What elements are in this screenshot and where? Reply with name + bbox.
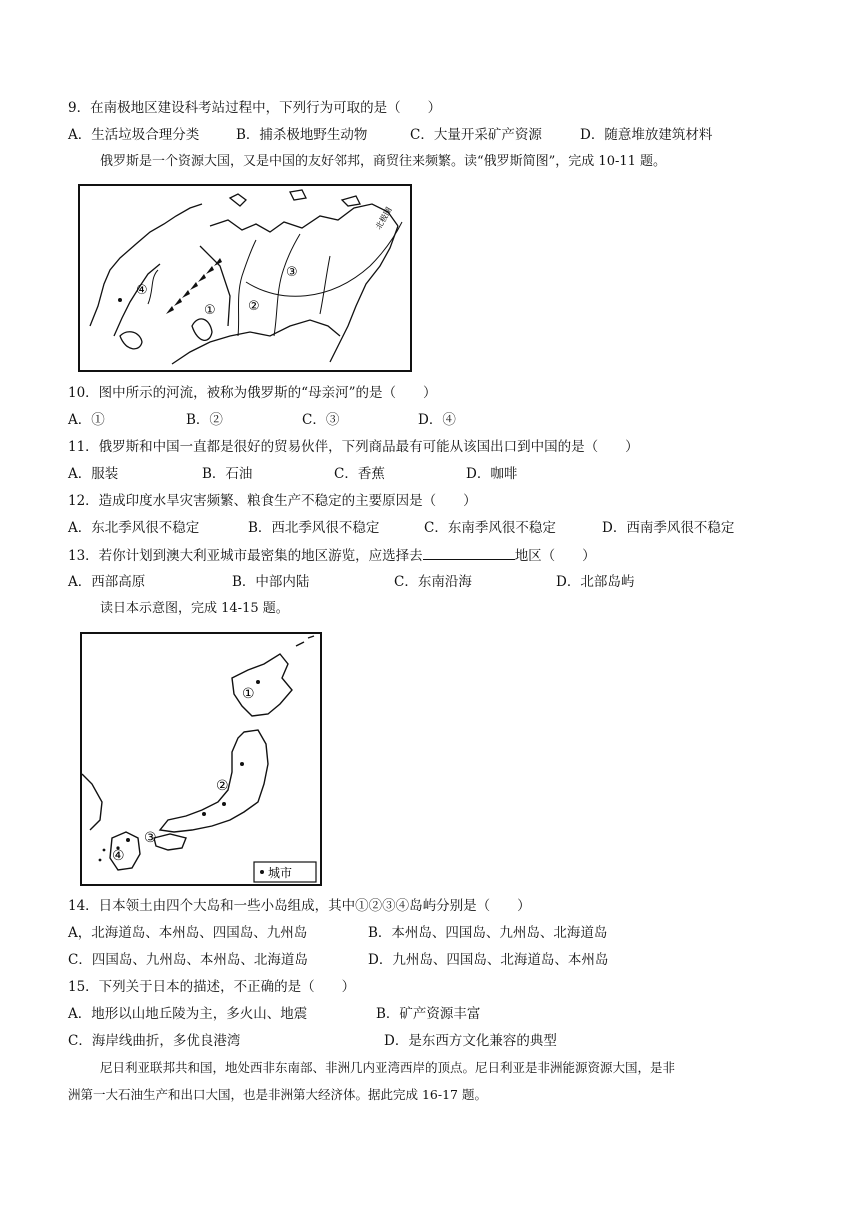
- russia-label-2: ②: [248, 299, 260, 314]
- question-11-stem: 11．俄罗斯和中国一直都是很好的贸易伙伴，下列商品最有可能从该国出口到中国的是（ ）: [68, 439, 639, 455]
- japan-legend-label: 城市: [268, 866, 293, 880]
- russia-label-1: ①: [204, 303, 216, 318]
- q14-option-b: B．本州岛、四国岛、九州岛、北海道岛: [368, 925, 608, 941]
- question-10-stem: 10．图中所示的河流，被称为俄罗斯的“母亲河”的是（ ）: [68, 385, 437, 401]
- q13-option-b: B．中部内陆: [232, 574, 310, 590]
- q15-option-c: C．海岸线曲折，多优良港湾: [68, 1033, 241, 1049]
- question-9-stem: 9．在南极地区建设科考站过程中，下列行为可取的是（ ）: [68, 100, 442, 116]
- q10-option-b: B．②: [186, 412, 223, 428]
- nigeria-intro-line2: 洲第一大石油生产和出口大国，也是非洲第大经济体。据此完成 16-17 题。: [68, 1087, 487, 1102]
- q15-option-d: D．是东西方文化兼容的典型: [384, 1033, 557, 1049]
- q9-option-d: D．随意堆放建筑材料: [580, 127, 713, 143]
- nigeria-intro-line1: 尼日利亚联邦共和国，地处西非东南部、非洲几内亚湾西岸的顶点。尼日利亚是非洲能源资源大国，是非: [100, 1060, 676, 1075]
- question-13-stem: [68, 546, 596, 565]
- q14-option-c: C．四国岛、九州岛、本州岛、北海道岛: [68, 952, 308, 968]
- russia-label-4: ④: [136, 283, 148, 298]
- japan-map: [80, 632, 322, 886]
- q11-option-b: B．石油: [202, 466, 253, 482]
- q13-answer-blank: [423, 546, 515, 560]
- q12-option-a: A．东北季风很不稳定: [68, 520, 200, 536]
- q14-option-a: A，北海道岛、本州岛、四国岛、九州岛: [68, 925, 308, 941]
- q15-option-a: A．地形以山地丘陵为主，多火山、地震: [68, 1006, 308, 1022]
- q11-option-a: A．服装: [68, 466, 119, 482]
- q10-option-c: C．③: [302, 412, 340, 428]
- q12-option-c: C．东南季风很不稳定: [424, 520, 556, 536]
- q13-option-c: C．东南沿海: [394, 574, 472, 590]
- q11-option-c: C．香蕉: [334, 466, 385, 482]
- question-15-stem: 15．下列关于日本的描述，不正确的是（ ）: [68, 979, 356, 995]
- q13-stem-after: 地区（ ）: [514, 548, 596, 564]
- japan-label-4: ④: [112, 848, 125, 864]
- city-dot-icon: [260, 870, 264, 874]
- q11-option-d: D．咖啡: [466, 466, 518, 482]
- arctic-circle-label: 北极圈: [373, 205, 394, 231]
- japan-map-drawing: [82, 634, 320, 884]
- q10-option-d: D．④: [418, 412, 456, 428]
- q9-option-c: C．大量开采矿产资源: [410, 127, 542, 143]
- japan-label-2: ②: [216, 778, 229, 794]
- q9-option-b: B．捕杀极地野生动物: [236, 127, 368, 143]
- q13-option-a: A．西部高原: [68, 574, 146, 590]
- q13-option-d: D．北部岛屿: [556, 574, 635, 590]
- japan-label-1: ①: [242, 686, 255, 702]
- japan-label-3: ③: [144, 830, 157, 846]
- russia-map: [78, 184, 412, 372]
- q15-option-b: B．矿产资源丰富: [376, 1006, 481, 1022]
- question-12-stem: 12．造成印度水旱灾害频繁、粮食生产不稳定的主要原因是（ ）: [68, 493, 477, 509]
- japan-intro-text: 读日本示意图，完成 14-15 题。: [100, 601, 289, 616]
- q12-option-d: D．西南季风很不稳定: [602, 520, 735, 536]
- q13-stem-before: 13．若你计划到澳大利亚城市最密集的地区游览，应选择去: [68, 548, 423, 564]
- question-14-stem: 14．日本领土由四个大岛和一些小岛组成，其中①②③④岛屿分别是（ ）: [68, 898, 531, 914]
- q10-option-a: A．①: [68, 412, 105, 428]
- russia-map-drawing: [80, 186, 410, 370]
- q14-option-d: D．九州岛、四国岛、北海道岛、本州岛: [368, 952, 609, 968]
- russia-intro-text: 俄罗斯是一个资源大国，又是中国的友好邻邦，商贸往来频繁。读“俄罗斯简图”，完成 10-11 题。: [100, 154, 667, 169]
- q9-option-a: A．生活垃圾合理分类: [68, 127, 200, 143]
- q12-option-b: B．西北季风很不稳定: [248, 520, 380, 536]
- russia-label-3: ③: [286, 265, 298, 280]
